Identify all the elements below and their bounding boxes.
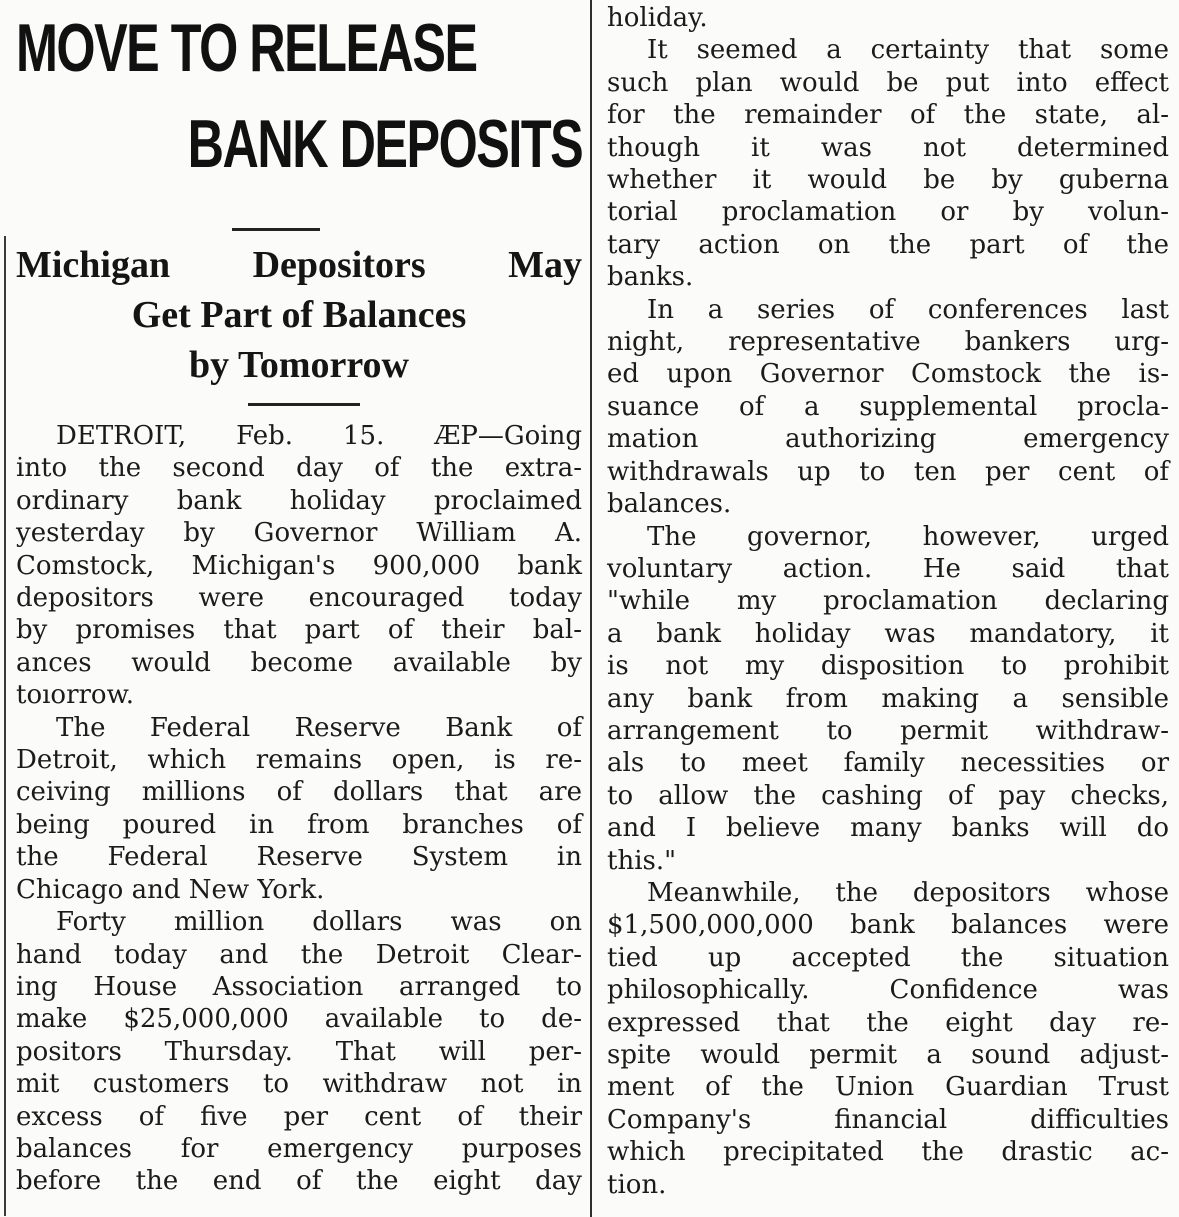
paragraph-dateline bbox=[16, 420, 582, 712]
text-line: arrangement to permit withdraw- bbox=[607, 715, 1169, 746]
text-line: mation authorizing emergency bbox=[607, 424, 1169, 455]
text-line: Detroit, which remains open, is re- bbox=[16, 745, 582, 776]
text-line: tion. bbox=[607, 1169, 667, 1200]
text-line: by promises that part of their bal- bbox=[16, 615, 582, 646]
text-line: for the remainder of the state, al- bbox=[607, 100, 1169, 131]
text-line: ceiving millions of dollars that are bbox=[16, 777, 582, 808]
text-line: the Federal Reserve System in bbox=[16, 842, 582, 873]
subheadline bbox=[16, 240, 582, 390]
text-line: make $25,000,000 available to de- bbox=[16, 1004, 582, 1035]
text-line: though it was not determined bbox=[607, 132, 1169, 163]
text-line: balances. bbox=[607, 489, 732, 520]
text-line: hand today and the Detroit Clear- bbox=[16, 939, 582, 970]
text-line: tary action on the part of the bbox=[607, 229, 1169, 260]
text-line: and I believe many banks will do bbox=[607, 813, 1169, 844]
text-line: toıorrow. bbox=[16, 680, 135, 711]
paragraph-federal-reserve bbox=[16, 712, 582, 906]
text-line: into the second day of the extra- bbox=[16, 453, 582, 484]
headline-line-2: BANK DEPOSITS bbox=[187, 106, 582, 182]
left-column-rule bbox=[4, 236, 6, 1216]
text-line: "while my proclamation declaring bbox=[607, 586, 1169, 617]
text-line: yesterday by Governor William A. bbox=[16, 518, 582, 549]
text-line: $1,500,000,000 bank balances were bbox=[607, 910, 1169, 941]
subhead-line-3: by Tomorrow bbox=[189, 344, 409, 386]
text-line: depositors were encouraged today bbox=[16, 583, 582, 614]
text-line: is not my disposition to prohibit bbox=[607, 651, 1169, 682]
text-line: expressed that the eight day re- bbox=[607, 1007, 1169, 1038]
text-line: tied up accepted the situation bbox=[607, 942, 1169, 973]
paragraph-governor-quote bbox=[607, 521, 1169, 877]
text-line: Meanwhile, the depositors whose bbox=[647, 877, 1169, 908]
text-line: ed upon Governor Comstock the is- bbox=[607, 359, 1169, 390]
text-line: banks. bbox=[607, 262, 694, 293]
text-line: Chicago and New York. bbox=[16, 874, 325, 905]
text-line: before the end of the eight day bbox=[16, 1166, 582, 1197]
text-line: DETROIT, Feb. 15. ÆP—Going bbox=[56, 421, 582, 451]
text-line: a bank holiday was mandatory, it bbox=[607, 618, 1169, 649]
text-line: this." bbox=[607, 845, 677, 876]
paragraph-meanwhile bbox=[607, 877, 1169, 1201]
headline-line-1: MOVE TO RELEASE bbox=[16, 10, 477, 86]
text-line: ing House Association arranged to bbox=[16, 971, 582, 1002]
text-line: philosophically. Confidence was bbox=[607, 975, 1169, 1006]
text-line: Forty million dollars was on bbox=[56, 907, 582, 938]
left-article-body bbox=[16, 420, 582, 1198]
text-line: mit customers to withdraw not in bbox=[16, 1069, 582, 1100]
text-line: In a series of conferences last bbox=[647, 294, 1169, 325]
column-divider-rule bbox=[590, 0, 592, 1217]
text-line: ment of the Union Guardian Trust bbox=[607, 1072, 1169, 1103]
headline-divider bbox=[232, 228, 320, 231]
paragraph-conferences bbox=[607, 294, 1169, 521]
text-line: spite would permit a sound adjust- bbox=[607, 1040, 1169, 1070]
text-line: holiday. bbox=[607, 3, 708, 33]
text-line: voluntary action. He said that bbox=[607, 553, 1169, 584]
subhead-line-2: Get Part of Balances bbox=[131, 294, 467, 336]
text-line: ordinary bank holiday proclaimed bbox=[16, 485, 582, 516]
text-line: being poured in from branches of bbox=[16, 809, 582, 840]
paragraph-holiday-continuation bbox=[607, 2, 1169, 34]
text-line: als to meet family necessities or bbox=[607, 748, 1169, 779]
text-line: suance of a supplemental procla- bbox=[607, 391, 1169, 422]
text-line: Comstock, Michigan's 900,000 bank bbox=[16, 550, 582, 581]
text-line: which precipitated the drastic ac- bbox=[607, 1137, 1169, 1168]
text-line: excess of five per cent of their bbox=[16, 1101, 582, 1132]
text-line: withdrawals up to ten per cent of bbox=[607, 456, 1169, 487]
text-line: Company's financial difficulties bbox=[607, 1104, 1169, 1135]
text-line: The Federal Reserve Bank of bbox=[56, 712, 582, 743]
text-line: balances for emergency purposes bbox=[16, 1133, 582, 1164]
text-line: whether it would be by guberna bbox=[607, 165, 1169, 196]
subhead-divider bbox=[248, 403, 360, 406]
subhead-line-1: Michigan Depositors May bbox=[16, 244, 582, 286]
text-line: It seemed a certainty that some bbox=[647, 35, 1169, 66]
text-line: The governor, however, urged bbox=[647, 521, 1169, 552]
text-line: any bank from making a sensible bbox=[607, 683, 1169, 714]
text-line: positors Thursday. That will per- bbox=[16, 1036, 582, 1067]
text-line: night, representative bankers urg- bbox=[607, 327, 1169, 358]
paragraph-certainty bbox=[607, 34, 1169, 293]
text-line: to allow the cashing of pay checks, bbox=[607, 780, 1169, 811]
text-line: such plan would be put into effect bbox=[607, 67, 1169, 98]
paragraph-forty-million bbox=[16, 906, 582, 1198]
text-line: torial proclamation or by volun- bbox=[607, 197, 1169, 228]
text-line: ances would become available by bbox=[16, 647, 582, 678]
right-article-body bbox=[607, 2, 1169, 1201]
